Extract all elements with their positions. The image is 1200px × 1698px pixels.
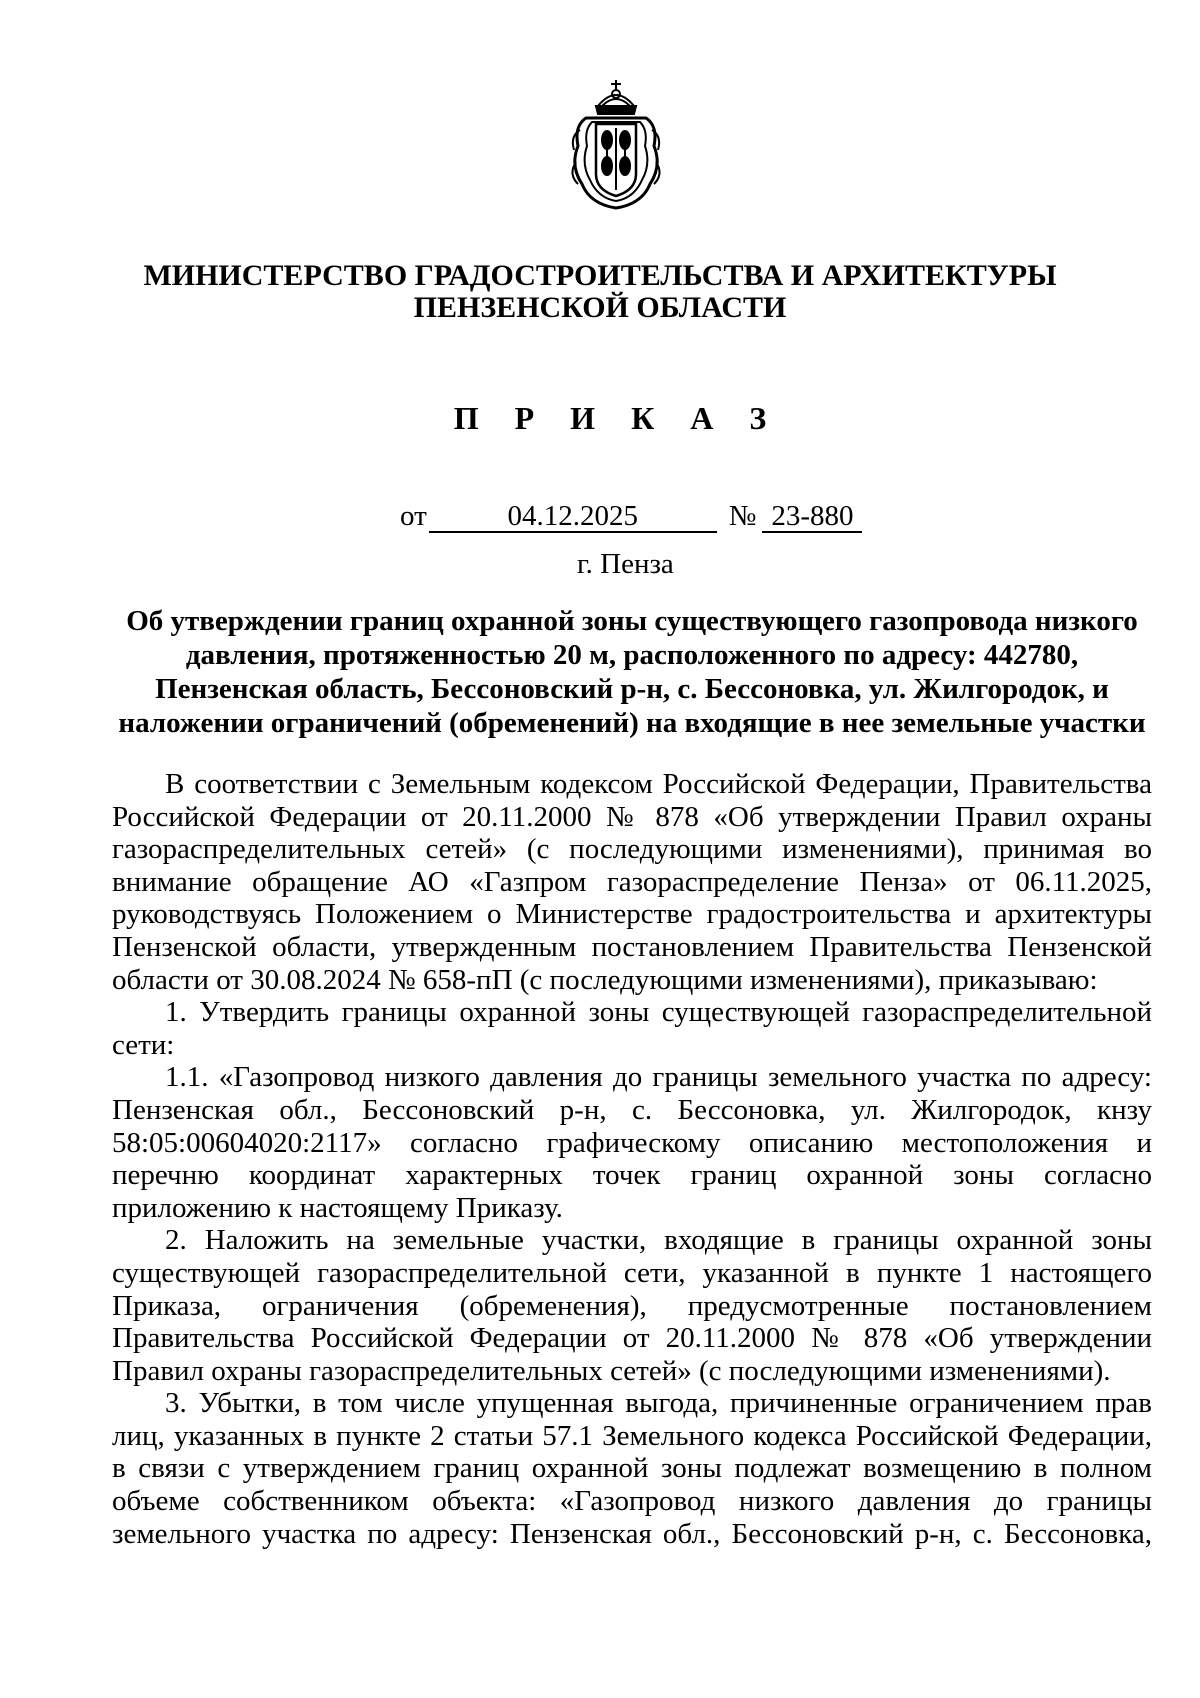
order-city: г. Пенза — [577, 548, 674, 580]
order-date-number-line — [400, 500, 862, 533]
ministry-title — [0, 260, 1200, 324]
preamble-paragraph: В соответствии с Земельным кодексом Российской Федерации, Правительства Российской Федерации от 20.11.2000 № 878 «Об утверждении Правил охраны газораспределительных сетей» (с последующими изменениями), принимая во внимание обращение АО «Газпром газораспределение Пенза» от 06.11.2025, руководствуясь Положением о Министерстве градостроительства и архитектуры Пензенской области, утвержденным постановлением Правительства Пензенской области от 30.08.2024 № 658-пП (с последующими изменениями), приказываю: — [112, 768, 1152, 996]
item-2-paragraph: 2. Наложить на земельные участки, входящие в границы охранной зоны существующей газораспределительной сети, указанной в пункте 1 настоящего Приказа, ограничения (обременения), предусмотренные постановлением Правительства Российской Федерации от 20.11.2000 № 878 «Об утверждении Правил охраны газораспределительных сетей» (с последующими изменениями). — [112, 1224, 1152, 1387]
item-3-paragraph: 3. Убытки, в том числе упущенная выгода, причиненные ограничением прав лиц, указанных в пункте 2 статьи 57.1 Земельного кодекса Российской Федерации, в связи с утверждением границ охранной зоны подлежат возмещению в полном объеме собственником объекта: «Газопровод низкого давления до границы земельного участка по адресу: Пензенская обл., Бессоновский р-н, с. Бессоновка, — [112, 1387, 1152, 1550]
order-number: 23-880 — [762, 501, 862, 533]
item-1-1-paragraph: 1.1. «Газопровод низкого давления до границы земельного участка по адресу: Пензенская обл., Бессоновский р-н, с. Бессоновка, ул. Жилгородок, кнзу 58:05:00604020:2117» согласно графическому описанию местоположения и перечню координат характерных точек границ охранной зоны согласно приложению к настоящему Приказу. — [112, 1061, 1152, 1224]
ministry-title-line1: МИНИСТЕРСТВО ГРАДОСТРОИТЕЛЬСТВА И АРХИТЕКТУРЫ — [143, 259, 1057, 292]
ministry-title-line2: ПЕНЗЕНСКОЙ ОБЛАСТИ — [413, 291, 787, 324]
order-title: П Р И К А З — [453, 400, 781, 436]
order-date: 04.12.2025 — [429, 501, 717, 533]
coat-of-arms-icon — [556, 66, 676, 216]
number-sign: № — [728, 500, 757, 532]
order-subject: Об утверждении границ охранной зоны существующего газопровода низкого давления, протяженностью 20 м, расположенного по адресу: 442780, Пензенская область, Бессоновский р-н, с. Бессоновка, ул. Жилгородок, и наложении ограничений (обременений) на входящие в нее земельные участки — [118, 605, 1146, 739]
item-1-paragraph: 1. Утвердить границы охранной зоны существующей газораспределительной сети: — [112, 996, 1152, 1061]
order-body — [112, 768, 1152, 1550]
date-prefix: от — [400, 500, 427, 532]
